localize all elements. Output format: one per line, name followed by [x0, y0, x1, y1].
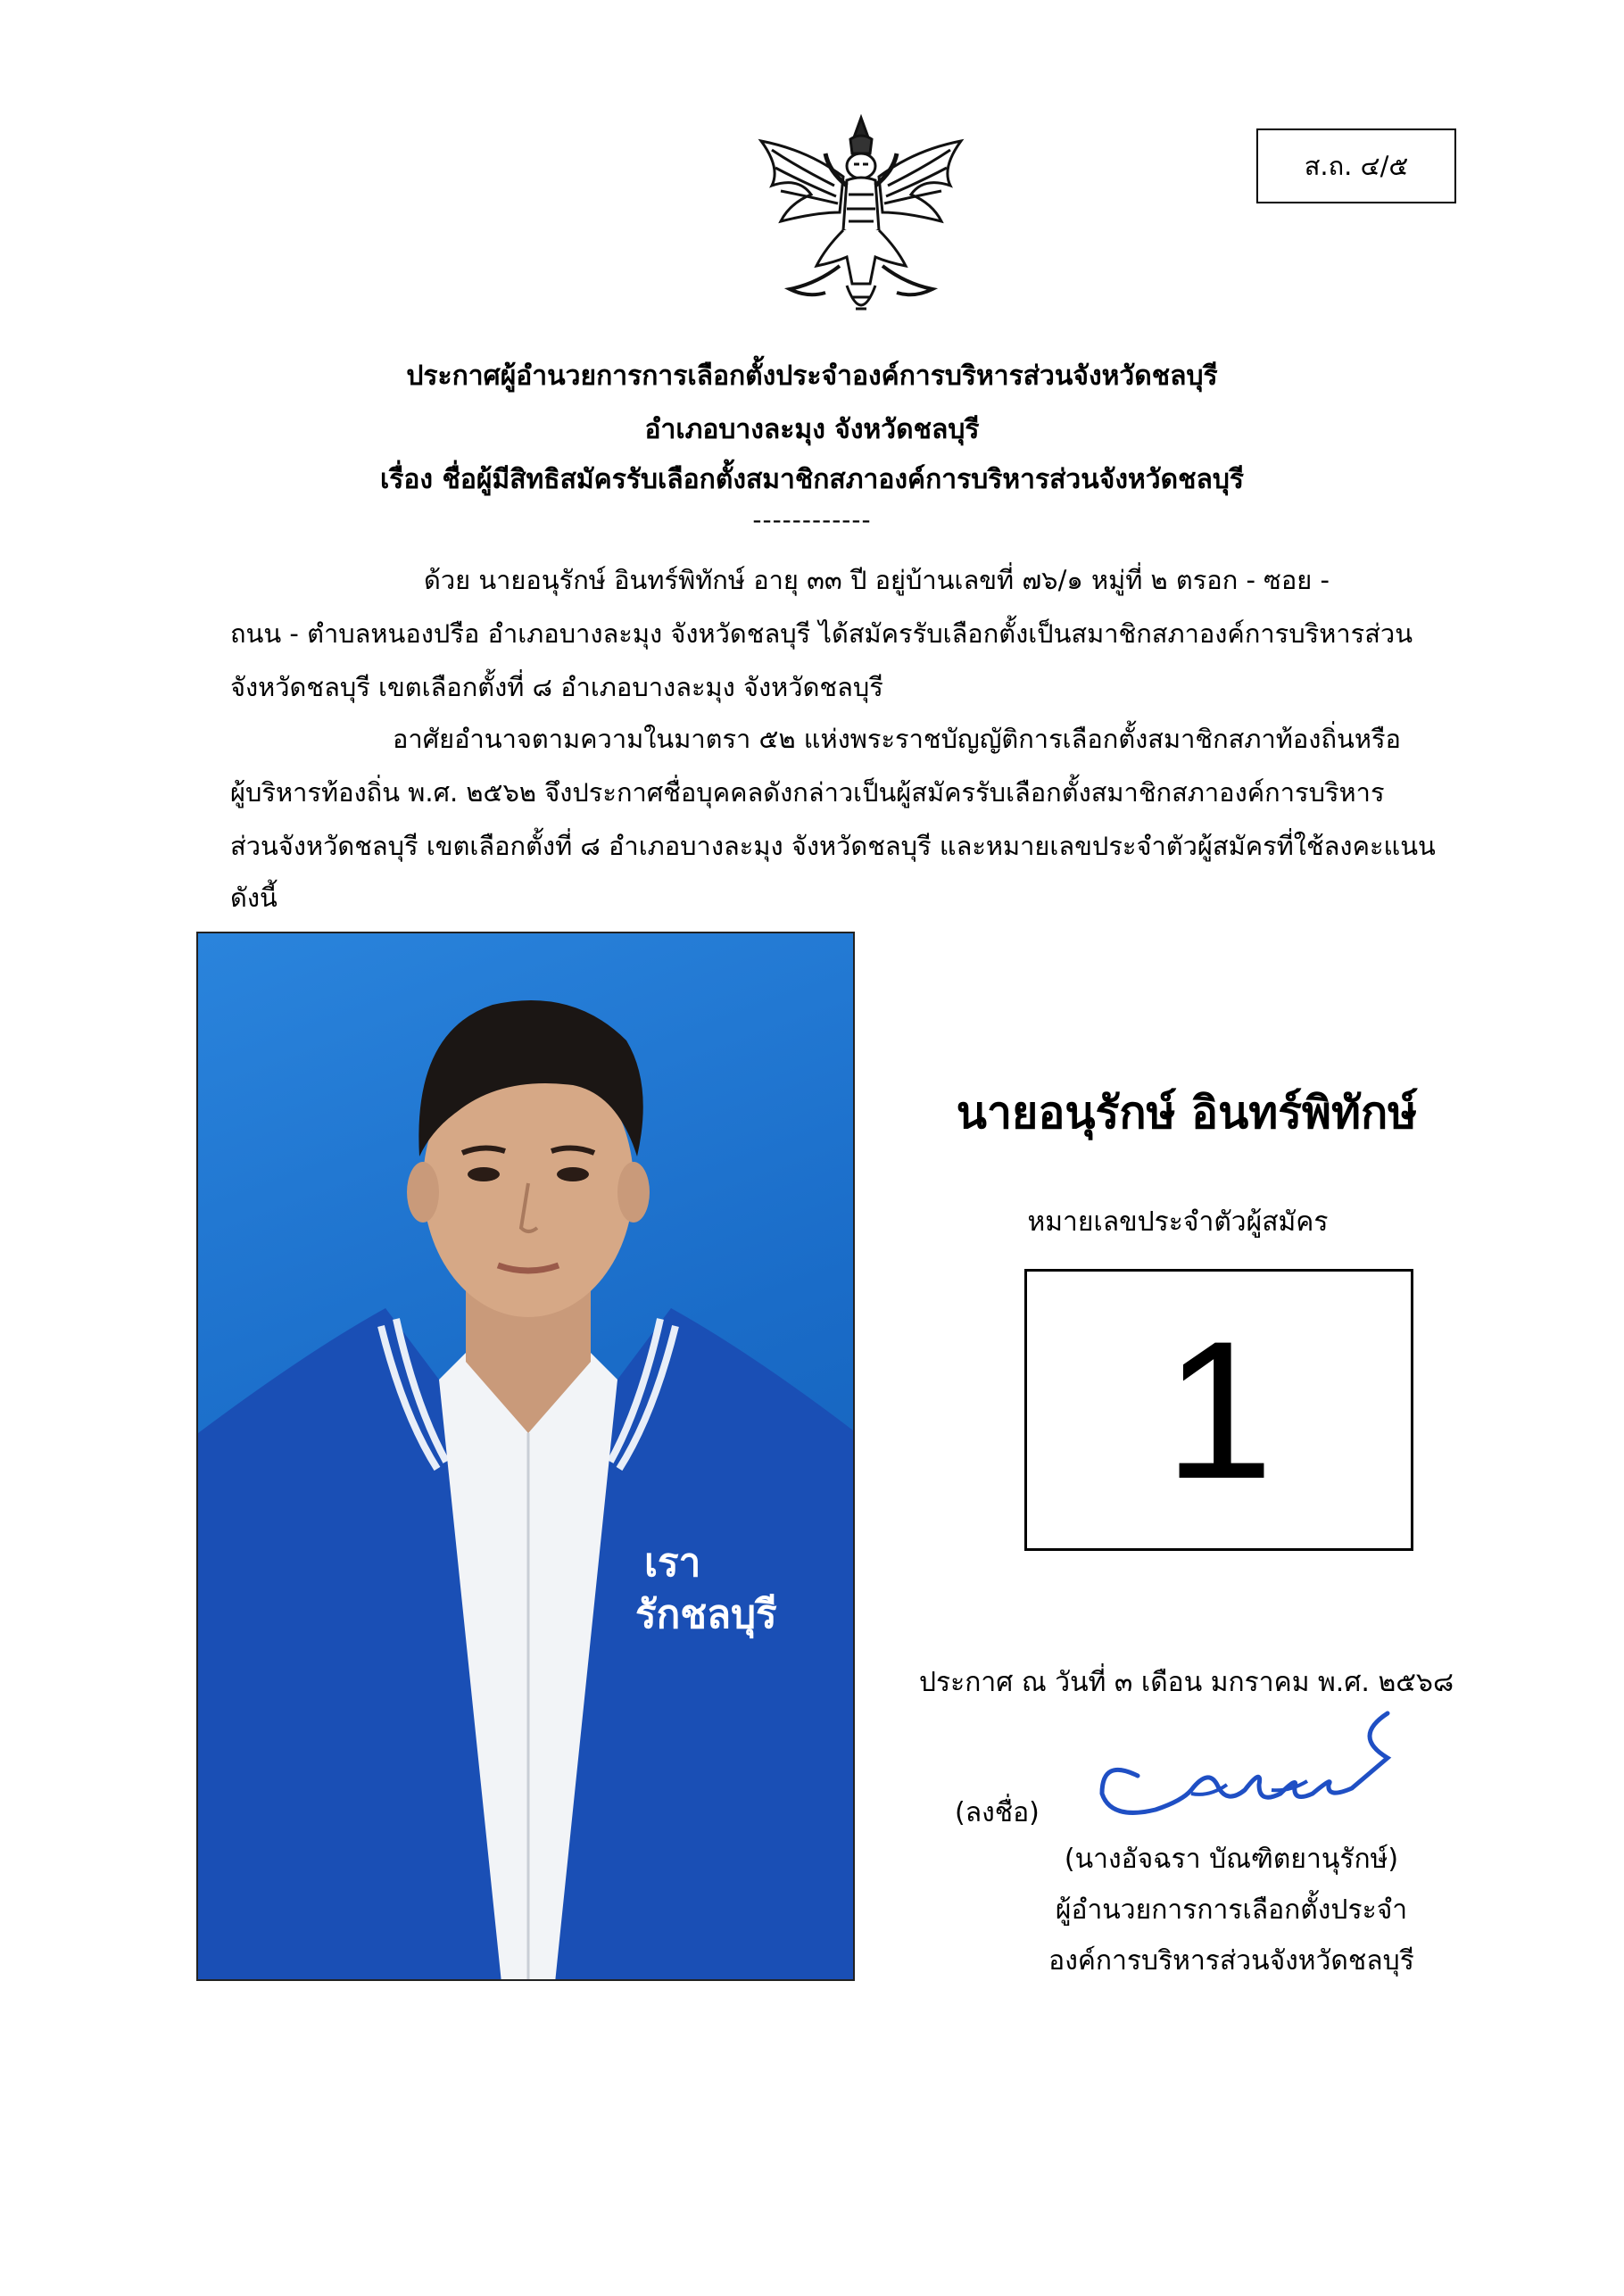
signer-name: (นางอัจฉรา บัณฑิตยานุรักษ์): [1064, 1844, 1399, 1875]
heading-line-1: ประกาศผู้อำนวยการการเลือกตั้งประจำองค์การบริหารส่วนจังหวัดชลบุรี: [406, 361, 1218, 392]
sign-label: (ลงชื่อ): [955, 1797, 1040, 1828]
candidate-number-box: [1024, 1269, 1413, 1551]
announcement-date: ประกาศ ณ วันที่ ๓ เดือน มกราคม พ.ศ. ๒๕๖๘: [919, 1667, 1454, 1698]
candidate-number: 1: [1164, 1300, 1274, 1520]
jacket-logo-line-2: รักชลบุรี: [635, 1592, 777, 1637]
paragraph-2-line-2: ผู้บริหารท้องถิ่น พ.ศ. ๒๕๖๒ จึงประกาศชื่อบุคคลดังกล่าวเป็นผู้สมัครรับเลือกตั้งสมาชิกสภาองค์การบริหาร: [230, 777, 1385, 808]
signer-title-1: ผู้อำนวยการการเลือกตั้งประจำ: [1055, 1894, 1408, 1926]
signer-title-2: องค์การบริหารส่วนจังหวัดชลบุรี: [1048, 1945, 1414, 1977]
heading-line-2: อำเภอบางละมุง จังหวัดชลบุรี: [644, 414, 980, 445]
paragraph-1-line-3: จังหวัดชลบุรี เขตเลือกตั้งที่ ๘ อำเภอบางละมุง จังหวัดชลบุรี: [230, 672, 883, 702]
candidate-name: นายอนุรักษ์ อินทร์พิทักษ์: [956, 1087, 1418, 1139]
paragraph-2-line-1: อาศัยอำนาจตามความในมาตรา ๕๒ แห่งพระราชบัญญัติการเลือกตั้งสมาชิกสภาท้องถิ่นหรือ: [393, 724, 1401, 754]
heading-subject: เรื่อง ชื่อผู้มีสิทธิสมัครรับเลือกตั้งสมาชิกสภาองค์การบริหารส่วนจังหวัดชลบุรี: [379, 464, 1244, 495]
form-code-box: [1256, 128, 1456, 203]
form-code: ส.ถ. ๔/๕: [1304, 151, 1409, 181]
paragraph-2-line-4: ดังนี้: [230, 883, 278, 913]
separator: ------------: [752, 505, 872, 535]
paragraph-1-line-1: ด้วย นายอนุรักษ์ อินทร์พิทักษ์ อายุ ๓๓ ปี อยู่บ้านเลขที่ ๗๖/๑ หมู่ที่ ๒ ตรอก - ซอย -: [424, 565, 1330, 595]
garuda-emblem-icon: [754, 114, 968, 328]
paragraph-1-line-2: ถนน - ตำบลหนองปรือ อำเภอบางละมุง จังหวัดชลบุรี ได้สมัครรับเลือกตั้งเป็นสมาชิกสภาองค์การบริหารส่วน: [230, 618, 1413, 649]
paragraph-2-line-3: ส่วนจังหวัดชลบุรี เขตเลือกตั้งที่ ๘ อำเภอบางละมุง จังหวัดชลบุรี และหมายเลขประจำตัวผู้สมัครที่ใช้ลงคะแนน: [230, 831, 1436, 861]
jacket-logo-line-1: เรา: [644, 1540, 701, 1586]
signature-image: [1084, 1704, 1405, 1820]
candidate-photo: [196, 932, 855, 1981]
candidate-number-label: หมายเลขประจำตัวผู้สมัคร: [1027, 1206, 1329, 1238]
